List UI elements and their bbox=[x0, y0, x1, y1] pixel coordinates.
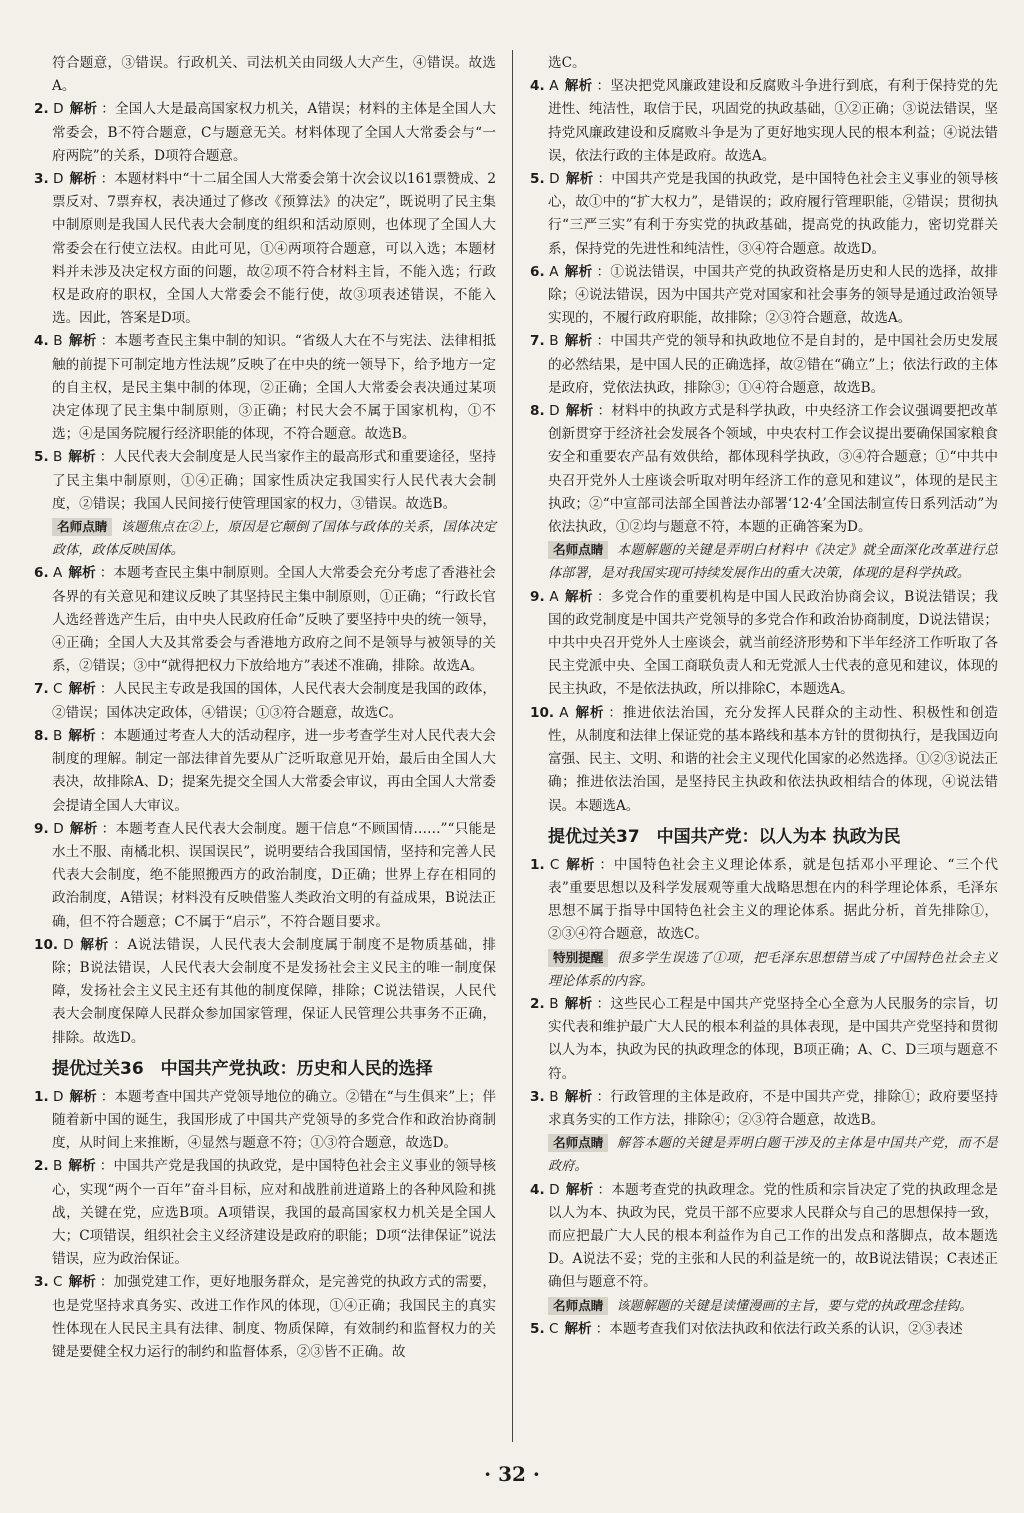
teacher-tip: 名师点睛 该题焦点在②上，原因是它颠倒了国体与政体的关系，国体决定政体，政体反映国体。 bbox=[52, 519, 496, 559]
answer-item: 4. B 解析 ：本题考查民主集中制的知识。“省级人大在不与宪法、法律相抵触的前提下可制定地方性法规”反映了在中央的统一领导下，给予地方一定的自主权，是民主集中制的体现，②正确；全国人大常委会表决通过某项决定体现了民主集中制原则，③正确；村民大会不属于国家机构，①不选；④是国务院履行经济职能的体现，不符合题意。故选B。 bbox=[34, 333, 497, 443]
answer-item: 5. D 解析 ：中国共产党是我国的执政党，是中国特色社会主义事业的领导核心，故①中的“扩大权力”，是错误的；政府履行管理职能，②错误；贯彻执行“三严三实”有利于夯实党的执政基础，提高党的执政能力，密切党群关系，保持党的先进性和纯洁性，③④符合题意。故选D。 bbox=[530, 171, 999, 257]
answer-item: 7. C 解析 ：人民民主专政是我国的国体，人民代表大会制度是我国的政体，②错误；国体决定政体，④错误；①③符合题意，故选C。 bbox=[34, 681, 497, 721]
answer-item: 10. A 解析 ：推进依法治国，充分发挥人民群众的主动性、积极性和创造性，从制度和法律上保证党的基本路线和基本方针的贯彻执行，是我国迈向富强、民主、文明、和谐的社会主义现代化国家的必然选择。①②③说法正确；推进依法治国，是坚持民主执政和依法执政相结合的体现，④说法错误。本题选A。 bbox=[530, 704, 999, 814]
tip-label: 名师点睛 bbox=[548, 1297, 608, 1315]
answer-item: 7. B 解析 ：中国共产党的领导和执政地位不是自封的，是中国社会历史发展的必然结果，是中国人民的正确选择，故②错在“确立”上；依法行政的主体是政府，党依法执政，排除③；①④符合题意，故选B。 bbox=[530, 333, 999, 396]
right-column bbox=[530, 52, 998, 1341]
answer-item: 4. A 解析 ：坚决把党风廉政建设和反腐败斗争进行到底，有利于保持党的先进性、纯洁性，取信于民，巩固党的执政基础，①②正确；③说法错误，坚持党风廉政建设和反腐败斗争是为了更好地实现人民的根本利益；④说法错误，依法行政的主体是政府。故选A。 bbox=[530, 78, 999, 164]
answer-item: 8. B 解析 ：本题通过考查人大的活动程序，进一步考查学生对人民代表大会制度的理解。制定一部法律首先要从广泛听取意见开始，最后由全国人大表决，故排除A、D；提案先提交全国人大常委会审议，再由全国人大常委会提请全国人大审议。 bbox=[34, 727, 497, 814]
tip-label: 特别提醒 bbox=[548, 949, 608, 967]
answer-item: 6. A 解析 ：本题考查民主集中制原则。全国人大常委会充分考虑了香港社会各界的有关意见和建议反映了其坚持民主集中制原则，①正确；“行政长官人选经普选产生后，由中央人民政府任命”反映了要坚持中央的统一领导，④正确；全国人大及其常委会与香港地方政府之间不是领导与被领导的关系，②错误；③中“就得把权力下放给地方”表述不准确，排除。故选A。 bbox=[34, 565, 497, 675]
answer-item: 4. D 解析 ：本题考查党的执政理念。党的性质和宗旨决定了党的执政理念是以人为本、执政为民，党员干部不应要求人民群众与自己的思想保持一致，而应把最广大人民的根本利益作为自己工作的出发点和落脚点，故本题选D。A说法不妥；党的主张和人民的利益是统一的，故B说法错误；C表述正确但与题意不符。 bbox=[530, 1181, 999, 1291]
answer-item: 9. A 解析 ：多党合作的重要机构是中国人民政治协商会议，B说法错误；我国的政党制度是中国共产党领导的多党合作和政治协商制度，D说法错误；中共中央召开党外人士座谈会，就当前经济形势和下半年经济工作听取了各民主党派中央、全国工商联负责人和无党派人士代表的意见和建议，体现的民主执政，不是依法执政，所以排除C，本题选A。 bbox=[530, 588, 998, 698]
continued-text: 符合题意，③错误。行政机关、司法机关由同级人大产生，④错误。故选A。 bbox=[52, 55, 496, 95]
answer-item: 3. B 解析 ：行政管理的主体是政府，不是中国共产党，排除①；政府要坚持求真务实的工作方法，排除④；②③符合题意，故选B。 bbox=[530, 1088, 999, 1128]
section-title-36: 提优过关36 中国共产党执政：历史和人民的选择 bbox=[52, 1058, 433, 1079]
answer-item: 1. C 解析 ：中国特色社会主义理论体系，就是包括邓小平理论、“三个代表”重要思想以及科学发展观等重大战略思想在内的科学理论体系，毛泽东思想不属于指导中国特色社会主义的理论体系。据此分析，首先排除①，②③④符合题意，故选C。 bbox=[530, 856, 999, 943]
answer-item: 5. C 解析 ：本题考查我们对依法执政和依法行政关系的认识，②③表述 bbox=[530, 1320, 963, 1337]
column-divider bbox=[512, 50, 513, 1442]
answer-item: 9. D 解析 ：本题考查人民代表大会制度。题干信息“不顾国情……”“只能是水土不服、南橘北枳、误国误民”，说明要结合我国国情，坚持和完善人民代表大会制度，绝不能照搬西方的政治制度，D正确；世界上存在相同的政治制度，A错误；材料没有反映借鉴人类政治文明的有益成果，B说法正确，但不符合题意；C不属于“启示”，不符合题目要求。 bbox=[34, 820, 496, 930]
left-column bbox=[34, 52, 496, 1364]
answer-item: 3. D 解析 ：本题材料中“十二届全国人大常委会第十次会议以161票赞成、2票反对、7票弃权，表决通过了修改《预算法》的决定”，既说明了民主集中制原则是我国人民代表大会制度的组织和活动原则，也体现了全国人大常委会在行使立法权。由此可见，①④两项符合题意，可以入选；本题材料并未涉及决定权方面的问题，故②项不符合材料主旨，不能入选；行政权是政府的职权，全国人大常委会不能行使，故③项表述错误，不能入选。因此，答案是D项。 bbox=[34, 171, 497, 327]
tip-label: 名师点睛 bbox=[548, 1134, 608, 1152]
tip-label: 名师点睛 bbox=[52, 518, 112, 536]
answer-item: 1. D 解析 ：本题考查中国共产党领导地位的确立。②错在“与生俱来”上；伴随着新中国的诞生，我国形成了中国共产党领导的多党合作和政治协商制度，从时间上来推断，④显然与题意不符；①③符合题意，故选D。 bbox=[34, 1088, 497, 1152]
answer-item: 2. B 解析 ：这些民心工程是中国共产党坚持全心全意为人民服务的宗旨，切实代表和维护最广大人民的根本利益的具体表现，是中国共产党坚持和贯彻以人为本，执政为民的执政理念的体现，B项正确；A、C、D三项与题意不符。 bbox=[530, 995, 999, 1082]
teacher-tip: 名师点睛 解答本题的关键是弄明白题干涉及的主体是中国共产党，而不是政府。 bbox=[548, 1135, 998, 1175]
answer-item: 5. B 解析 ：人民代表大会制度是人民当家作主的最高形式和重要途径，坚持了民主集中制原则，①④正确；国家性质决定我国实行人民代表大会制度，②错误；我国人民间接行使管理国家的权力，③错误。故选B。 bbox=[34, 449, 497, 512]
answer-item: 10. D 解析 ：A说法错误，人民代表大会制度属于制度不是物质基础，排除；B说法错误，人民代表大会制度不是发扬社会主义民主的唯一制度保障，发扬社会主义民主还有其他的制度保障，排除；C说法错误，人民代表大会制度保障人民群众参加国家管理，保证人民管理公共事务不正确，排除。故选D。 bbox=[34, 936, 496, 1046]
continued-text: 选C。 bbox=[548, 55, 586, 71]
special-reminder: 特别提醒 很多学生误选了①项，把毛泽东思想错当成了中国特色社会主义理论体系的内容。 bbox=[548, 949, 998, 989]
teacher-tip: 名师点睛 该题解题的关键是读懂漫画的主旨，要与党的执政理念挂钩。 bbox=[530, 1295, 998, 1318]
answer-item: 3. C 解析 ：加强党建工作，更好地服务群众，是完善党的执政方式的需要，也是党坚持求真务实、改进工作作风的体现，①④正确；我国民主的真实性体现在人民民主具有法律、制度、物质保障，有效制约和监督权力的关键是要健全权力运行的制约和监督体系，②③皆不正确。故 bbox=[34, 1274, 497, 1360]
section-title-37: 提优过关37 中国共产党：以人为本 执政为民 bbox=[548, 826, 901, 847]
answer-item: 2. B 解析 ：中国共产党是我国的执政党，是中国特色社会主义事业的领导核心，实现“两个一百年”奋斗目标，应对和战胜前进道路上的各种风险和挑战，关键在党，应选B项。A项错误，我国的最高国家权力机关是全国人大；C项错误，组织社会主义经济建设是政府的职能；D项“法律保证”说法错误，应为政治保证。 bbox=[34, 1158, 497, 1268]
teacher-tip: 名师点睛 本题解题的关键是弄明白材料中《决定》就全面深化改革进行总体部署，是对我国实现可持续发展作出的重大决策，体现的是科学执政。 bbox=[548, 542, 998, 582]
answer-item: 6. A 解析 ：①说法错误，中国共产党的执政资格是历史和人民的选择，故排除；④说法错误，因为中国共产党对国家和社会事务的领导是通过政治领导实现的，不履行政府职能，故排除；②③符合题意，故选A。 bbox=[530, 263, 999, 327]
page-number: · 32 · bbox=[484, 1462, 540, 1486]
tip-label: 名师点睛 bbox=[548, 541, 608, 559]
answer-item: 2. D 解析 ：全国人大是最高国家权力机关，A错误；材料的主体是全国人大常委会，B不符合题意，C与题意无关。材料体现了全国人大常委会与“一府两院”的关系，D项符合题意。 bbox=[34, 101, 496, 164]
answer-item: 8. D 解析 ：材料中的执政方式是科学执政，中央经济工作会议强调要把改革创新贯穿于经济社会发展各个领域，中央农村工作会议提出要确保国家粮食安全和重要农产品有效供给，都体现科学执政，③④符合题意；①“中共中央召开党外人士座谈会听取对明年经济工作的意见和建议”，体现的是民主执政；②“中宣部司法部全国普法办部署‘12·4’全国法制宣传日系列活动”为依法执政，①②均与题意不符，本题的正确答案为D。 bbox=[530, 403, 999, 536]
